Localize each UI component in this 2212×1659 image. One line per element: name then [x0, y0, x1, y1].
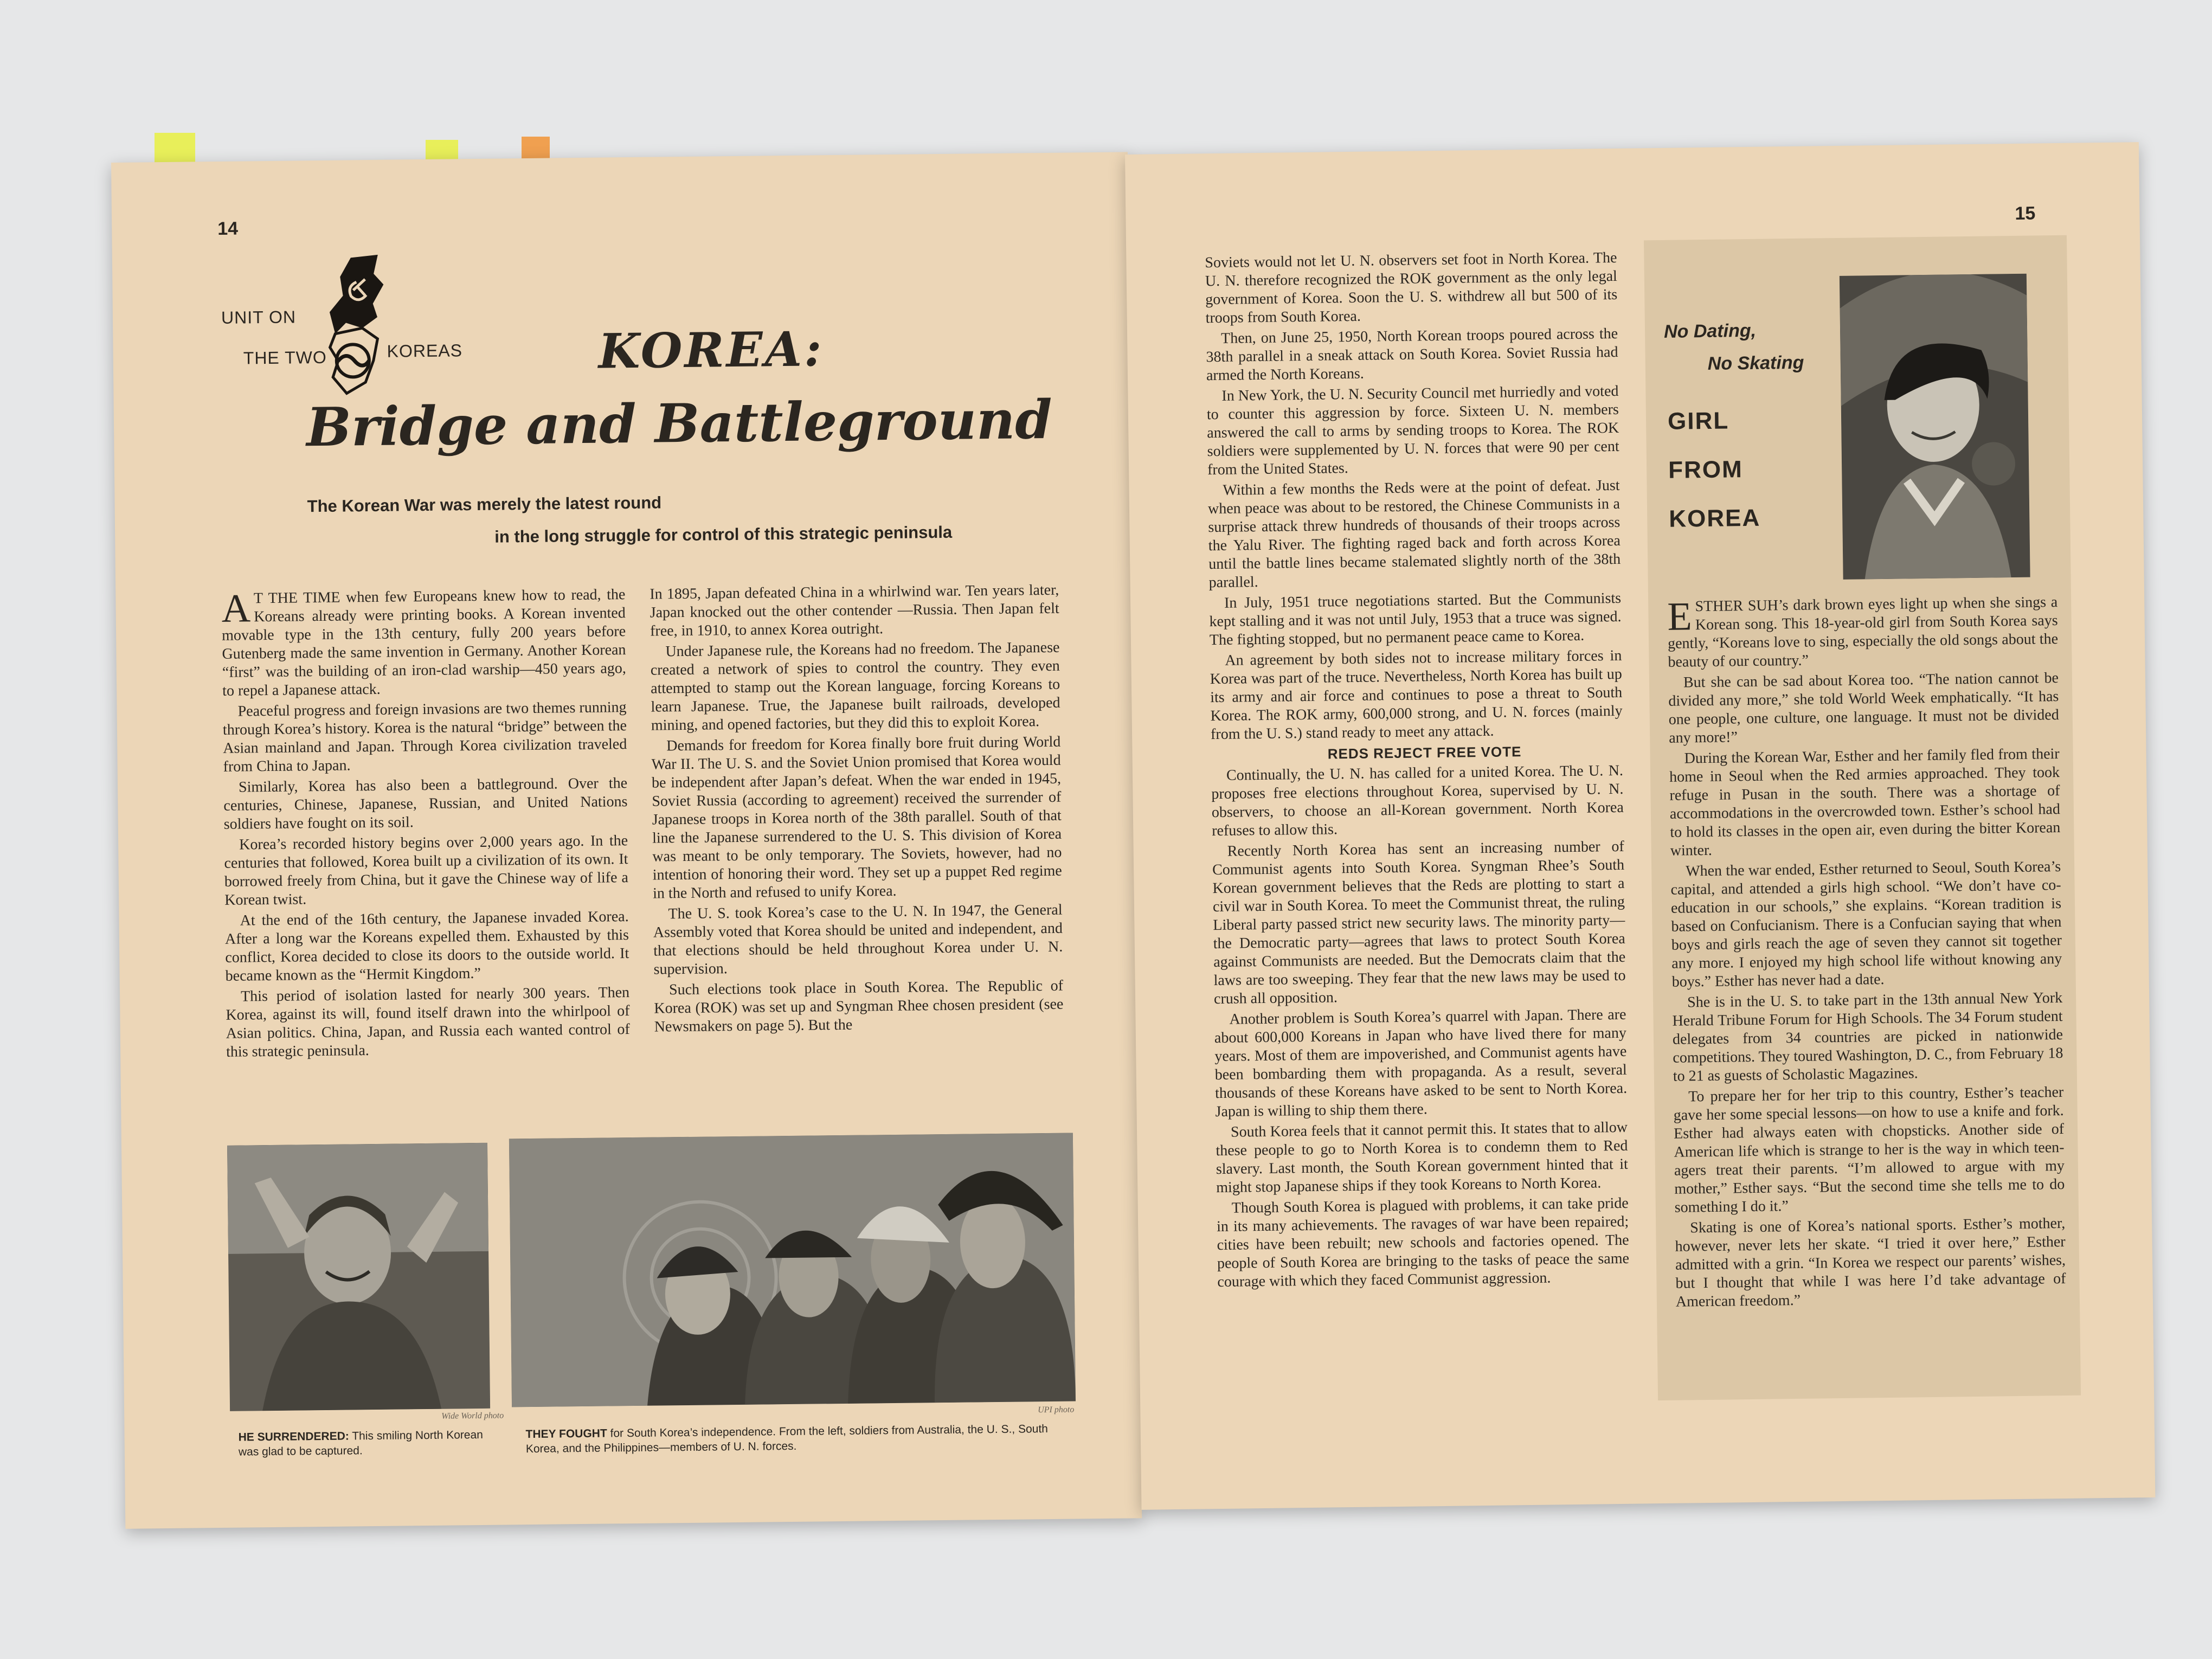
sidebar-heading-line2: No Skating: [1707, 352, 1804, 374]
article-subtitle-line2: in the long struggle for control of this strategic peninsula: [494, 522, 953, 546]
article-title-line2: Bridge and Battleground: [306, 388, 1053, 459]
paragraph: When the war ended, Esther returned to Seoul, South Korea’s capital, and attended a girls high school. “We don’t have co-education in our schools,” she explains. “Korean tradition is based on Confucianism. There is a Confucian saying that when boys and girls reach the age of seven they cannot sit together any more. I enjoyed my high school life without knowing any boys.” Esther has never had a date.: [1670, 858, 2062, 991]
magazine-page-right: [1125, 142, 2155, 1510]
sidebar-box: [1644, 235, 2081, 1400]
photo-surrendered-soldier: [227, 1143, 490, 1411]
paragraph: South Korea feels that it cannot permit this. It states that to allow these people to go to North Korea is to condemn them to Red slavery. Last month, the South Korean government hinted that it might stop Japanese ships if they took Koreans to North Korea.: [1216, 1118, 1629, 1197]
paragraph: At the end of the 16th century, the Japanese invaded Korea. After a long war the Koreans expelled them. Exhausted by this conflict, Korea decided to close its doors to the outside world. It became known as the “Hermit Kingdom.”: [224, 908, 629, 985]
sidebar-story: [1667, 593, 2066, 1314]
article-column-2: [650, 581, 1064, 1039]
article-subtitle-line1: The Korean War was merely the latest round: [307, 493, 662, 516]
photo-caption: THEY FOUGHT for South Korea’s independence. From the left, soldiers from Australia, the U. S., South Korea, and the Philippines—members of U. N. forces.: [525, 1423, 1049, 1456]
paragraph: ESTHER SUH’s dark brown eyes light up when she sings a Korean song. This 18-year-old girl from South Korea says gently, “Koreans love to sing, especially the old songs about the beauty of our country.”: [1667, 594, 2059, 671]
paragraph: In July, 1951 truce negotiations started. But the Communists kept stalling and it was not until July, 1953 that a truce was signed. The fighting stopped, but no permanent peace came to Korea.: [1209, 589, 1622, 649]
paragraph: This period of isolation lasted for nearly 300 years. Then Korea, against its will, found itself drawn into the whirlpool of Asian politics. China, Japan, and Russia each wanted control of this strategic peninsula.: [226, 984, 630, 1060]
article-column-1: [221, 586, 630, 1064]
paragraph: She is in the U. S. to take part in the 13th annual New York Herald Tribune Forum for High Schools. The 34 Forum student delegates from 34 countries are picked in nationwide competitions. They toured Washington, D. C., from February 18 to 21 as guests of Scholastic Magazines.: [1672, 989, 2063, 1085]
korea-map-icon: [313, 252, 390, 399]
sidebar-title-line1: GIRL: [1667, 407, 1729, 435]
photo-esther-suh: [1840, 274, 2030, 580]
unit-label-line2a: THE TWO: [243, 347, 327, 368]
paragraph: Skating is one of Korea’s national sports. Esther’s mother, however, never lets her skate. “I tried it over here,” Esther admitted with a grin. “In Korea we respect our parents’ wishes, but I thought that while I was here I’d take advantage of American freedom.”: [1675, 1214, 2066, 1310]
paragraph: Soviets would not let U. N. observers set foot in North Korea. The U. N. therefore recognized the ROK government as the only legal government of Korea. Soon the U. S. withdrew all but 500 of its troops from South Korea.: [1205, 249, 1618, 327]
sidebar-title-line2: FROM: [1668, 456, 1744, 484]
page-number: 14: [217, 218, 239, 239]
photo-credit: Wide World photo: [441, 1411, 504, 1421]
article-column-3: [1205, 249, 1629, 1294]
paragraph: But she can be sad about Korea too. “The nation cannot be divided any more,” she told World Week emphatically. “It has one people, one culture, one language. It must not be divided any more!”: [1668, 670, 2059, 747]
paragraph: Another problem is South Korea’s quarrel with Japan. There are about 600,000 Koreans in Japan who have lived there for many years. Most of them are impoverished, and Communist agents have been bombarding them with propaganda. As a result, several thousands of these Koreans have asked to be sent to North Korea. Japan is willing to ship them there.: [1214, 1006, 1628, 1121]
sidebar-heading-line1: No Dating,: [1663, 320, 1757, 342]
paragraph: Demands for freedom for Korea finally bore fruit during World War II. The U. S. and the Soviet Union promised that Korea would be independent after Japan’s defeat. When the war ended in 1945, Soviet Russia (according to agreement) received the surrender of Japanese troops in Korea north of the 38th parallel. South of that line the Japanese surrendered to the U. S. This division of Korea was meant to be only temporary. The Soviets, however, had no intention of honoring their word. They set up a puppet Red regime in the North and refused to unify Korea.: [651, 733, 1062, 902]
unit-label-line2b: KOREAS: [387, 340, 463, 361]
paragraph: Within a few months the Reds were at the point of defeat. Just when peace was about to be restored, the Chinese Communists in a surprise attack threw hundreds of thousands of their troops across the Yalu River. The fighting raged back and forth across Korea until the battle lines became stalemated slightly north of the 38th parallel.: [1207, 477, 1621, 591]
unit-label-line1: UNIT ON: [221, 307, 297, 327]
paragraph: A T THE TIME when few Europeans knew how to read, the Koreans already were printing books. A Korean invented movable type in the 13th century, fully 200 years before Gutenberg made the same invention in Germany. Another Korean “first” was the building of an iron-clad warship—450 years ago, to repel a Japanese attack.: [221, 586, 626, 699]
paragraph: Continually, the U. N. has called for a united Korea. The U. N. proposes free elections throughout Korea, supervised by U. N. observers, to choose an all-Korean government. North Korea refuses to allow this.: [1211, 762, 1624, 840]
sticky-tab-yellow: [155, 133, 195, 165]
sidebar-title-line3: KOREA: [1668, 504, 1761, 532]
photo-un-soldiers: [509, 1133, 1076, 1407]
paragraph: Korea’s recorded history begins over 2,000 years ago. In the centuries that followed, Korea built up a civilization of its own. It borrowed freely from China, but it gave the Chinese way of life a Korean twist.: [224, 832, 629, 909]
paragraph: In 1895, Japan defeated China in a whirlwind war. Ten years later, Japan knocked out the other contender —Russia. Then Japan felt free, in 1910, to annex Korea outright.: [650, 581, 1059, 640]
drop-cap: E: [1667, 594, 1693, 639]
article-title-line1: KOREA:: [598, 320, 824, 380]
paragraph: Such elections took place in South Korea. The Republic of Korea (ROK) was set up and Syngman Rhee chosen president (see Newsmakers on page 5). But the: [654, 977, 1064, 1036]
photo-caption: HE SURRENDERED: This smiling North Korean was glad to be captured.: [238, 1428, 483, 1458]
drop-cap: A: [221, 586, 251, 631]
paragraph: Peaceful progress and foreign invasions are two themes running through Korea’s history. Korea is the natural “bridge” between the Asian mainland and Japan. Through Korea civilization traveled from China to Japan.: [222, 699, 627, 775]
paragraph: The U. S. took Korea’s case to the U. N. In 1947, the General Assembly voted that Korea should be united and independent, and that elections should be held throughout Korea under U. N. supervision.: [653, 901, 1063, 978]
page-number: 15: [2015, 203, 2036, 224]
paragraph: Similarly, Korea has also been a battleground. Over the centuries, Chinese, Japanese, Russian, and United Nations soldiers have fought on its soil.: [223, 775, 628, 833]
paragraph: During the Korean War, Esther and her family fled from their home in Seoul when the Red armies approached. They took refuge in Pusan in the south. There was a shortage of accommodations in the overcrowded town. Esther’s school had to hold its classes in the open air, even during the bitter Korean winter.: [1669, 745, 2061, 859]
paragraph: In New York, the U. N. Security Council met hurriedly and voted to counter this aggression by force. Sixteen U. N. members answered the call to arms by sending troops to Korea. The ROK soldiers were supplemented by U. N. forces that were 90 per cent from the United States.: [1206, 382, 1619, 479]
paragraph: Under Japanese rule, the Koreans had no freedom. The Japanese created a network of spies to control the country. They even attempted to stamp out the Korean language, forcing Koreans to learn Japanese. True, the Japanese built railroads, developed mining, and opened factories, but they did this to exploit Korea.: [650, 639, 1060, 734]
paragraph: To prepare her for her trip to this country, Esther’s teacher gave her some special lessons—on how to use a knife and fork. Esther had always eaten with chopsticks. Another side of American life which is strange to her is the way in which teen-agers treat their parents. “I’m allowed to argue with my mother,” Esther says. “But the second time she tells me to do something I do it.”: [1673, 1083, 2065, 1216]
section-heading: REDS REJECT FREE VOTE: [1327, 743, 1522, 762]
magazine-page-left: [111, 152, 1142, 1528]
paragraph: An agreement by both sides not to increase military forces in Korea was part of the truce. Nevertheless, North Korea has built up its army and air force and continues to pose a threat to South Korea. The ROK army, 600,000 strong, and U. N. forces (mainly from the U. S.) stand ready to meet any attack.: [1210, 647, 1623, 743]
paragraph: Recently North Korea has sent an increasing number of Communist agents into South Korea. Syngman Rhee’s South Korean government believes that the Reds are plotting to start a civil war in South Korea. To meet the Communist threat, the ruling Liberal party passed strict new security laws. The minority party—the Democratic party—agrees that laws to protect South Korea against Communists are needed. But the Democrats claim that the laws are too sweeping. They fear that the new laws may be used to crush all opposition.: [1212, 838, 1626, 1008]
paragraph: Then, on June 25, 1950, North Korean troops poured across the 38th parallel in a sneak attack on South Korea. Soviet Russia had armed the North Koreans.: [1206, 325, 1618, 384]
paragraph: Though South Korea is plagued with problems, it can take pride in its many achievements. The ravages of war have been repaired; cities have been rebuilt; new schools and factories opened. The people of South Korea are bringing to the tasks of peace the same courage with which they faced Communist aggression.: [1216, 1194, 1630, 1291]
photo-credit: UPI photo: [1038, 1405, 1075, 1415]
